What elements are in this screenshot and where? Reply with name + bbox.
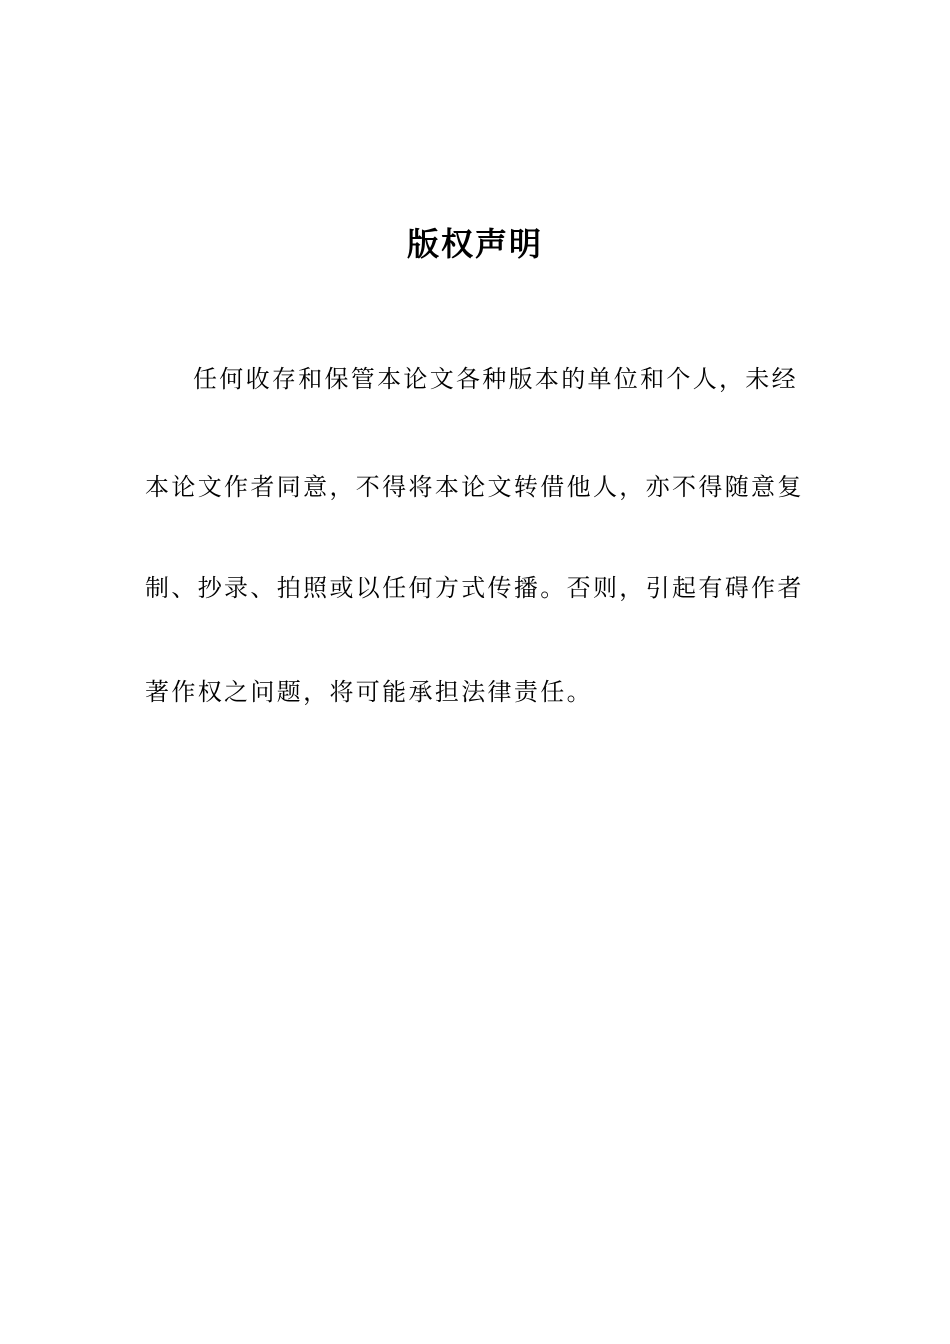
paragraph-line: 制、抄录、拍照或以任何方式传播。否则，引起有碍作者 — [145, 574, 804, 602]
paragraph-line: 任何收存和保管本论文各种版本的单位和个人，未经 — [193, 365, 798, 393]
paragraph-line: 著作权之问题，将可能承担法律责任。 — [145, 678, 593, 706]
page-title: 版权声明 — [406, 225, 543, 263]
paragraph-line: 本论文作者同意，不得将本论文转借他人，亦不得随意复 — [145, 473, 804, 501]
